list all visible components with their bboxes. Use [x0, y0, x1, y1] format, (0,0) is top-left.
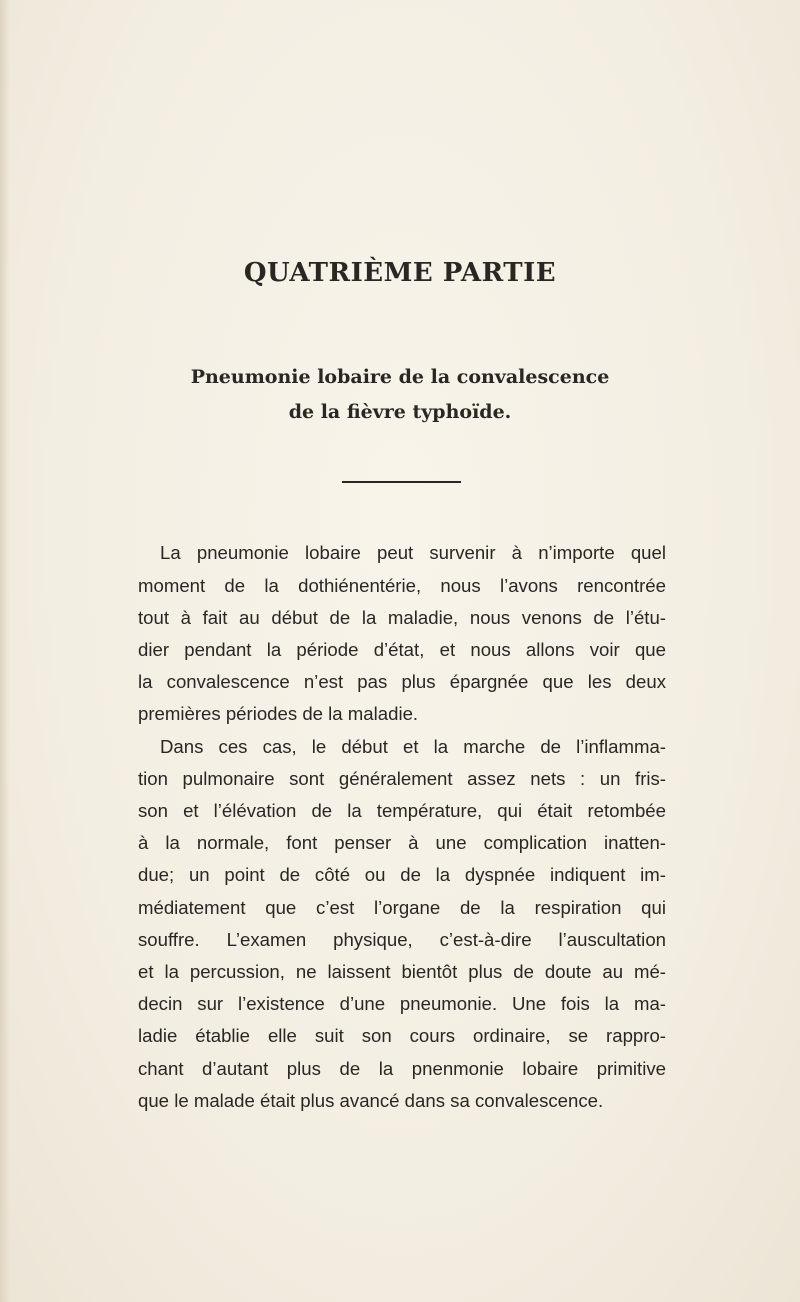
text-line: souffre. L’examen physique, c’est-à-dire l’auscultation — [138, 929, 666, 950]
text-line: la convalescence n’est pas plus épargnée que les deux — [138, 671, 666, 692]
text-line: due; un point de côté ou de la dyspnée indiquent im- — [138, 864, 666, 885]
text-line: médiatement que c’est l’organe de la respiration qui — [138, 897, 666, 918]
chapter-title-line-1: Pneumonie lobaire de la convalescence — [190, 366, 610, 388]
text-line: chant d’autant plus de la pnenmonie lobaire primitive — [138, 1058, 666, 1079]
text-line: que le malade était plus avancé dans sa convalescence. — [138, 1090, 604, 1111]
text-line: Dans ces cas, le début et la marche de l’inflamma- — [160, 736, 666, 757]
chapter-title-line-2: de la fièvre typhoïde. — [288, 401, 512, 423]
text-line: premières périodes de la maladie. — [138, 703, 419, 724]
text-line: decin sur l’existence d’une pneumonie. Une fois la ma- — [138, 993, 666, 1014]
part-heading: QUATRIÈME PARTIE — [243, 258, 557, 288]
text-line: dier pendant la période d’état, et nous allons voir que — [138, 639, 666, 660]
text-line: moment de la dothiénentérie, nous l’avons rencontrée — [138, 575, 666, 596]
text-line: son et l’élévation de la température, qui était retombée — [138, 800, 666, 821]
text-line: tout à fait au début de la maladie, nous venons de l’étu- — [138, 607, 666, 628]
text-line: et la percussion, ne laissent bientôt plus de doute au mé- — [138, 961, 666, 982]
text-line: La pneumonie lobaire peut survenir à n’importe quel — [160, 542, 666, 563]
text-line: tion pulmonaire sont généralement assez nets : un fris- — [138, 768, 666, 789]
text-line: ladie établie elle suit son cours ordinaire, se rappro- — [138, 1025, 666, 1046]
text-line: à la normale, font penser à une complication inatten- — [138, 832, 666, 853]
